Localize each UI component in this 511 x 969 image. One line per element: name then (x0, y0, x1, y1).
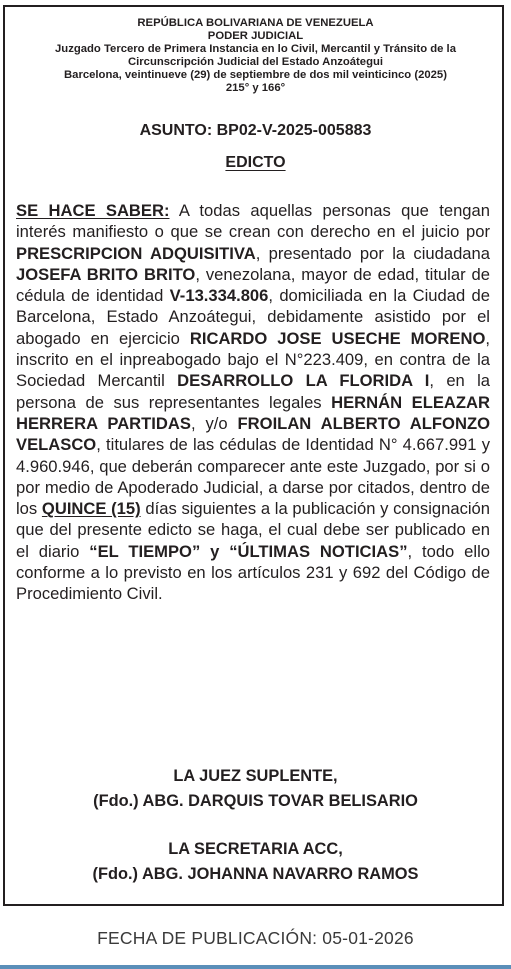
case-subject: ASUNTO: BP02-V-2025-005883 (139, 122, 372, 139)
body-newspapers: “EL TIEMPO” y “ÚLTIMAS NOTICIAS” (89, 541, 408, 561)
body-id-number: V-13.334.806 (169, 286, 269, 306)
header-court: Juzgado Tercero de Primera Instancia en lo Civil, Mercantil y Tránsito de la (55, 43, 456, 55)
header-judicial-power: PODER JUDICIAL (207, 30, 304, 42)
body-text: , en la persona de sus representantes legales (16, 371, 490, 412)
body-text: días siguientes a la publicación y consignación que del presente edicto se haga, el cual debe ser publicado en el diario (16, 499, 491, 561)
title-wrapper (0, 154, 511, 172)
secretary-name: (Fdo.) ABG. JOHANNA NAVARRO RAMOS (92, 865, 419, 883)
header-date: Barcelona, veintinueve (29) de septiembre de dos mil veinticinco (2025) (64, 69, 447, 81)
body-text: , titulares de las cédulas de Identidad N° 4.667.991 y 4.960.946, que deberán comparecer ante este Juzgado, por si o por medio de Apoderado Judicial, a darse por citados, dentro de los (16, 435, 490, 519)
body-text: , domiciliada en la Ciudad de Barcelona, Estado Anzoátegui, debidamente asistido por el abogado en ejercicio (16, 286, 490, 348)
judge-name: (Fdo.) ABG. DARQUIS TOVAR BELISARIO (93, 792, 418, 810)
body-deadline: QUINCE (15) (41, 499, 141, 519)
body-company: DESARROLLO LA FLORIDA I (177, 371, 430, 391)
body-representative-2: FROILAN ALBERTO ALFONZO VELASCO (16, 413, 490, 455)
body-text: , inscrito en el inpreabogado bajo el N°223.409, en contra de la Sociedad Mercantil (16, 328, 490, 391)
header-jurisdiction: Circunscripción Judicial del Estado Anzoátegui (127, 56, 384, 68)
body-plaintiff: JOSEFA BRITO BRITO (16, 264, 196, 284)
body-text: , presentado por la ciudadana (255, 243, 490, 263)
body-text: , venezolana, mayor de edad, titular de cédula de identidad (16, 264, 490, 306)
body-text: , todo ello conforme a lo previsto en los artículos 231 y 692 del Código de Procedimiento Civil. (16, 541, 490, 604)
header-republic: REPÚBLICA BOLIVARIANA DE VENEZUELA (137, 17, 374, 29)
body-representative-1: HERNÁN ELEAZAR HERRERA PARTIDAS (16, 392, 490, 433)
judge-role: LA JUEZ SUPLENTE, (173, 767, 338, 785)
body-claim-type: PRESCRIPCION ADQUISITIVA (16, 243, 256, 263)
secretary-role: LA SECRETARIA ACC, (168, 840, 343, 858)
publication-date: FECHA DE PUBLICACIÓN: 05-01-2026 (97, 928, 414, 948)
document-title: EDICTO (225, 154, 286, 171)
bottom-accent-line (0, 965, 511, 969)
body-lead: SE HACE SABER: (16, 201, 170, 220)
edict-body (16, 200, 490, 605)
body-lawyer: RICARDO JOSE USECHE MORENO (189, 328, 486, 348)
body-text: , y/o (190, 413, 238, 433)
body-text: A todas aquellas personas que tengan interés manifiesto o que se crean con derecho en el juicio por (16, 201, 490, 242)
header-years: 215° y 166° (225, 82, 286, 94)
